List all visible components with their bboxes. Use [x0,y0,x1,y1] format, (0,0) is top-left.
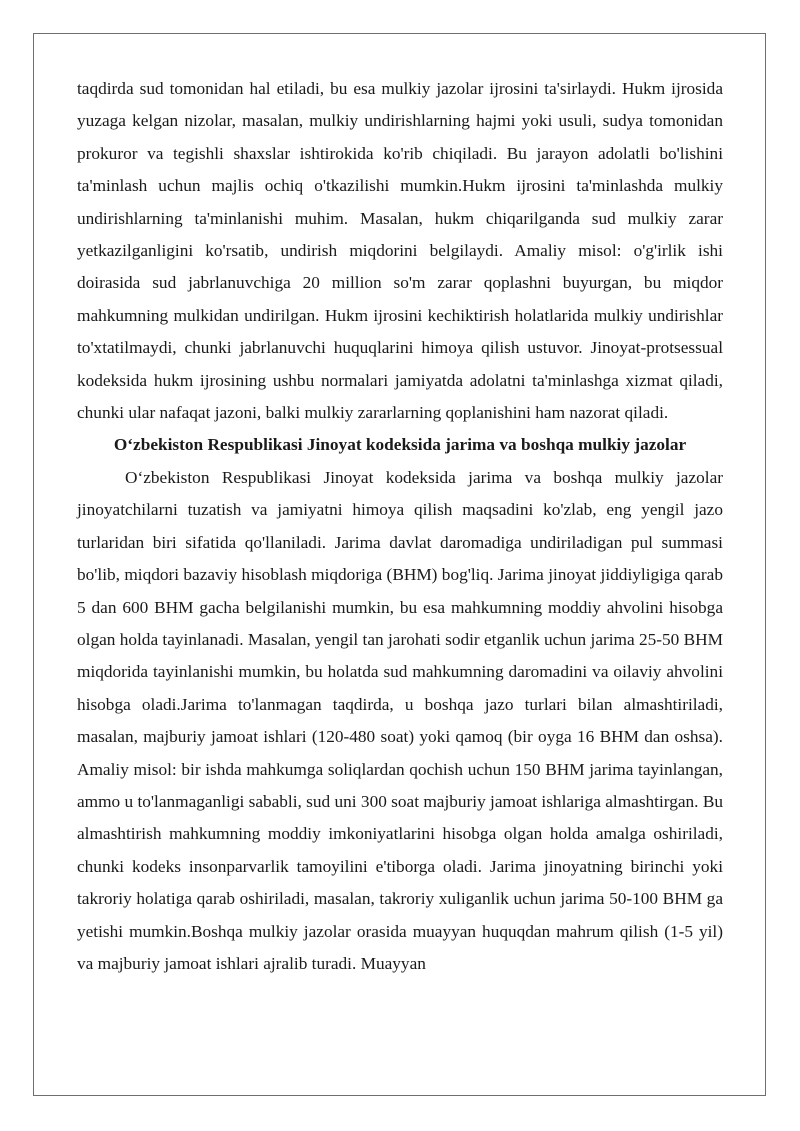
body-paragraph-1: taqdirda sud tomonidan hal etiladi, bu esa mulkiy jazolar ijrosini ta'sirlaydi. Hukm ijrosida yuzaga kelgan nizolar, masalan, mulkiy undirishlarning hajmi yoki usuli, sudya tomonidan prokuror va tegishli shaxslar ishtirokida ko'rib chiqiladi. Bu jarayon adolatli bo'lishini ta'minlash uchun majlis ochiq o'tkazilishi mumkin.Hukm ijrosini ta'minlashda mulkiy undirishlarning ta'minlanishi muhim. Masalan, hukm chiqarilganda sud mulkiy zarar yetkazilganligini ko'rsatib, undirish miqdorini belgilaydi. Amaliy misol: o'g'irlik ishi doirasida sud jabrlanuvchiga 20 million so'm zarar qoplashni buyurgan, bu miqdor mahkumning mulkidan undirilgan. Hukm ijrosini kechiktirish holatlarida mulkiy undirishlar to'xtatilmaydi, chunki jabrlanuvchi huquqlarini himoya qilish ustuvor. Jinoyat-protsessual kodeksida hukm ijrosining ushbu normalari jamiyatda adolatni ta'minlashga xizmat qiladi, chunki ular nafaqat jazoni, balki mulkiy zararlarning qoplanishini ham nazorat qiladi. [77,79,723,423]
section-heading: O‘zbekiston Respublikasi Jinoyat kodeksida jarima va boshqa mulkiy jazolar [113,435,687,455]
body-paragraph-2: O‘zbekiston Respublikasi Jinoyat kodeksida jarima va boshqa mulkiy jazolar jinoyatchilarni tuzatish va jamiyatni himoya qilish maqsadini ko'zlab, eng yengil jazo turlaridan biri sifatida qo'llaniladi. Jarima davlat daromadiga undiriladigan pul summasi bo'lib, miqdori bazaviy hisoblash miqdoriga (BHM) bog'liq. Jarima jinoyat jiddiyligiga qarab 5 dan 600 BHM gacha belgilanishi mumkin, bu esa mahkumning moddiy ahvolini hisobga olgan holda tayinlanadi. Masalan, yengil tan jarohati sodir etganlik uchun jarima 25-50 BHM miqdorida tayinlanishi mumkin, bu holatda sud mahkumning daromadini va oilaviy ahvolini hisobga oladi.Jarima to'lanmagan taqdirda, u boshqa jazo turlari bilan almashtiriladi, masalan, majburiy jamoat ishlari (120-480 soat) yoki qamoq (bir oyga 16 BHM dan oshsa). Amaliy misol: bir ishda mahkumga soliqlardan qochish uchun 150 BHM jarima tayinlangan, ammo u to'lanmaganligi sababli, sud uni 300 soat majburiy jamoat ishlariga almashtirgan. Bu almashtirish mahkumning moddiy imkoniyatlarini hisobga olgan holda amalga oshiriladi, chunki kodeks insonparvarlik tamoyilini e'tiborga oladi. Jarima jinoyatning birinchi yoki takroriy holatiga qarab oshiriladi, masalan, takroriy xuliganlik uchun jarima 50-100 BHM ga yetishi mumkin.Boshqa mulkiy jazolar orasida muayyan huquqdan mahrum qilish (1-5 yil) va majburiy jamoat ishlari ajralib turadi. Muayyan [77,467,723,973]
document-body [77,73,723,980]
